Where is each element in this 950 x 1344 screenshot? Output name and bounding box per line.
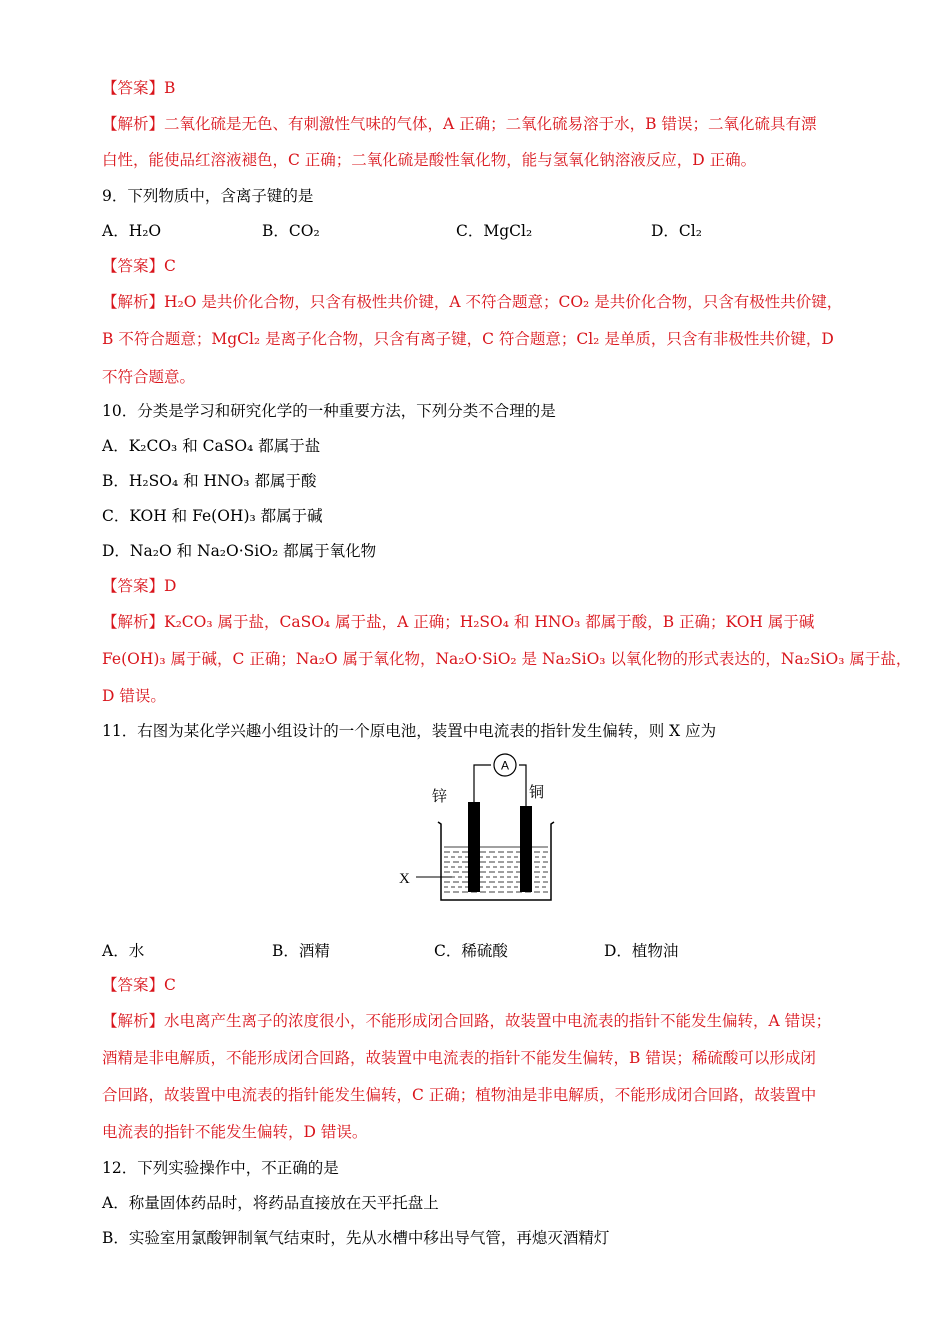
analysis-q8-line-2: 白性，能使品红溶液褪色，C 正确；二氧化硫是酸性氧化物，能与氢氧化钠溶液反应，D 正确。 <box>102 151 757 169</box>
answer-q9: 【答案】C <box>102 257 176 275</box>
question-12-stem: 12．下列实验操作中，不正确的是 <box>102 1159 339 1177</box>
ammeter-label: A <box>500 758 510 773</box>
q11-option-a: A．水 <box>102 942 145 960</box>
galvanic-cell-figure <box>392 750 562 910</box>
q12-option-b: B．实验室用氯酸钾制氧气结束时，先从水槽中移出导气管，再熄灭酒精灯 <box>102 1229 610 1247</box>
q9-option-a: A．H₂O <box>102 222 162 240</box>
analysis-q10-line-3: D 错误。 <box>102 687 166 705</box>
question-11-stem: 11．右图为某化学兴趣小组设计的一个原电池，装置中电流表的指针发生偏转，则 X 应为 <box>102 722 717 740</box>
answer-q8: 【答案】B <box>102 79 176 97</box>
q11-option-b: B．酒精 <box>272 942 330 960</box>
analysis-q11-line-3: 合回路，故装置中电流表的指针能发生偏转，C 正确；植物油是非电解质，不能形成闭合回路，故装置中 <box>102 1086 817 1104</box>
q10-option-c: C．KOH 和 Fe(OH)₃ 都属于碱 <box>102 507 323 525</box>
q10-option-d: D．Na₂O 和 Na₂O·SiO₂ 都属于氧化物 <box>102 542 377 560</box>
analysis-q10-line-1: 【解析】K₂CO₃ 属于盐，CaSO₄ 属于盐，A 正确；H₂SO₄ 和 HNO₃ 都属于酸，B 正确；KOH 属于碱 <box>102 613 815 631</box>
q9-option-c: C．MgCl₂ <box>456 222 533 240</box>
q10-option-b: B．H₂SO₄ 和 HNO₃ 都属于酸 <box>102 472 317 490</box>
analysis-q8-line-1: 【解析】二氧化硫是无色、有刺激性气味的气体，A 正确；二氧化硫易溶于水，B 错误；二氧化硫具有漂 <box>102 115 817 133</box>
q9-option-d: D．Cl₂ <box>651 222 702 240</box>
question-9-stem: 9．下列物质中，含离子键的是 <box>102 187 314 205</box>
copper-label: 铜 <box>529 783 545 801</box>
zinc-label: 锌 <box>432 787 448 805</box>
q11-option-d: D．植物油 <box>604 942 679 960</box>
beaker-icon <box>438 822 554 900</box>
q10-option-a: A．K₂CO₃ 和 CaSO₄ 都属于盐 <box>102 437 321 455</box>
answer-q11: 【答案】C <box>102 976 176 994</box>
analysis-q9-line-1: 【解析】H₂O 是共价化合物，只含有极性共价键，A 不符合题意；CO₂ 是共价化合物，只含有极性共价键， <box>102 293 843 311</box>
answer-q10: 【答案】D <box>102 577 177 595</box>
analysis-q11-line-4: 电流表的指针不能发生偏转，D 错误。 <box>102 1123 368 1141</box>
analysis-q9-line-3: 不符合题意。 <box>102 368 196 386</box>
q12-option-a: A．称量固体药品时，将药品直接放在天平托盘上 <box>102 1194 439 1212</box>
copper-electrode <box>520 806 532 892</box>
x-label: X <box>399 871 410 887</box>
analysis-q10-line-2: Fe(OH)₃ 属于碱，C 正确；Na₂O 属于氧化物，Na₂O·SiO₂ 是 Na₂SiO₃ 以氧化物的形式表达的，Na₂SiO₃ 属于盐， <box>102 650 912 668</box>
q9-option-b: B．CO₂ <box>262 222 320 240</box>
analysis-q11-line-2: 酒精是非电解质，不能形成闭合回路，故装置中电流表的指针不能发生偏转，B 错误；稀硫酸可以形成闭 <box>102 1049 816 1067</box>
analysis-q11-line-1: 【解析】水电离产生离子的浓度很小，不能形成闭合回路，故装置中电流表的指针不能发生偏转，A 错误； <box>102 1012 832 1030</box>
question-10-stem: 10．分类是学习和研究化学的一种重要方法，下列分类不合理的是 <box>102 402 556 420</box>
zinc-electrode <box>468 802 480 892</box>
analysis-q9-line-2: B 不符合题意；MgCl₂ 是离子化合物，只含有离子键，C 符合题意；Cl₂ 是单质，只含有非极性共价键，D <box>102 330 834 348</box>
q11-option-c: C．稀硫酸 <box>434 942 508 960</box>
